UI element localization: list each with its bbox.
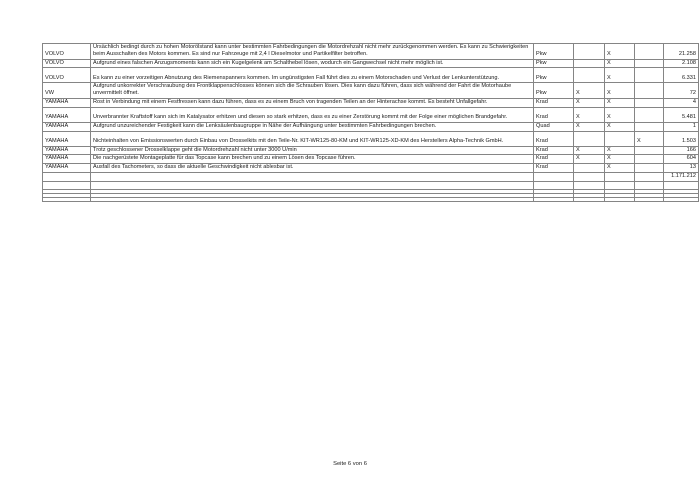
cell-vehicle-type: Krad (534, 131, 574, 146)
cell-mark-1 (574, 59, 605, 68)
cell-mark-2 (605, 131, 635, 146)
recall-row (43, 131, 699, 146)
cell-description: Nichteinhalten von Emissionswerten durch Einbau von Drosselkits mit den Teile-Nr. KIT-WR125-80-KM und KIT-WR125-XD-KM des Herstellers Alpha-Technik GmbH. (91, 131, 534, 146)
recall-row (43, 98, 699, 107)
recall-row (43, 83, 699, 99)
cell-manufacturer: YAMAHA (43, 122, 91, 131)
cell-manufacturer: VOLVO (43, 59, 91, 68)
recall-row (43, 68, 699, 83)
cell-count (664, 181, 699, 189)
cell-vehicle-type: Krad (534, 146, 574, 155)
cell-description: Rost in Verbindung mit einem Festfressen kann dazu führen, dass es zu einem Bruch von tragenden Teilen an der Hinterachse kommt. Es besteht Unfallgefahr. (91, 98, 534, 107)
cell-mark-3 (635, 155, 664, 164)
recall-row (43, 164, 699, 173)
cell-mark-3 (635, 181, 664, 189)
cell-manufacturer (43, 172, 91, 181)
cell-mark-2: X (605, 44, 635, 60)
cell-vehicle-type: Krad (534, 98, 574, 107)
cell-manufacturer (43, 194, 91, 202)
cell-mark-3 (635, 44, 664, 60)
cell-mark-2: X (605, 98, 635, 107)
recall-row (43, 44, 699, 60)
detached-empty-table (42, 193, 699, 202)
recall-row (43, 107, 699, 122)
cell-count: 604 (664, 155, 699, 164)
cell-vehicle-type: Pkw (534, 83, 574, 99)
cell-mark-1: X (574, 122, 605, 131)
cell-count: 166 (664, 146, 699, 155)
recall-table (42, 43, 699, 198)
cell-count: 21.258 (664, 44, 699, 60)
cell-mark-2: X (605, 68, 635, 83)
cell-manufacturer: YAMAHA (43, 131, 91, 146)
cell-count (664, 194, 699, 202)
cell-vehicle-type: Quad (534, 122, 574, 131)
cell-mark-3 (635, 172, 664, 181)
cell-description: Ausfall des Tachometers, so dass die aktuelle Geschwindigkeit nicht ablesbar ist. (91, 164, 534, 173)
detached-empty-row (43, 194, 699, 202)
cell-mark-1 (574, 68, 605, 83)
page-number-footer: Seite 6 von 6 (333, 461, 367, 467)
cell-manufacturer: YAMAHA (43, 107, 91, 122)
cell-mark-1 (574, 194, 605, 202)
cell-description (91, 172, 534, 181)
cell-mark-2: X (605, 122, 635, 131)
cell-mark-2: X (605, 59, 635, 68)
cell-mark-1: X (574, 107, 605, 122)
cell-mark-3 (635, 98, 664, 107)
cell-description: Es kann zu einer vorzeitigen Abnutzung des Riemenspanners kommen. Im ungünstigsten Fall führt dies zu einem Motorschaden und Verlust der Lenkunterstützung. (91, 68, 534, 83)
cell-manufacturer (43, 181, 91, 189)
cell-mark-1: X (574, 98, 605, 107)
empty-row (43, 181, 699, 189)
recall-row (43, 155, 699, 164)
cell-mark-3 (635, 194, 664, 202)
cell-vehicle-type: Pkw (534, 68, 574, 83)
cell-vehicle-type (534, 181, 574, 189)
cell-mark-1: X (574, 146, 605, 155)
cell-vehicle-type: Pkw (534, 59, 574, 68)
cell-mark-2 (605, 194, 635, 202)
cell-count: 6.331 (664, 68, 699, 83)
cell-mark-1 (574, 172, 605, 181)
cell-mark-2: X (605, 164, 635, 173)
cell-mark-1 (574, 164, 605, 173)
cell-mark-1 (574, 44, 605, 60)
cell-count: 72 (664, 83, 699, 99)
cell-vehicle-type: Krad (534, 164, 574, 173)
cell-description: Unverbrannter Kraftstoff kann sich im Katalysator erhitzen und diesen so stark erhitzen, dass es zu einer Zerstörung kommt mit der Folge einer möglichen Brandgefahr. (91, 107, 534, 122)
cell-manufacturer: YAMAHA (43, 146, 91, 155)
cell-mark-3 (635, 122, 664, 131)
cell-mark-2 (605, 181, 635, 189)
cell-mark-2: X (605, 155, 635, 164)
cell-count: 5.481 (664, 107, 699, 122)
cell-count: 2.108 (664, 59, 699, 68)
cell-mark-2: X (605, 146, 635, 155)
cell-count: 13 (664, 164, 699, 173)
recall-table-body (43, 44, 699, 198)
total-row (43, 172, 699, 181)
cell-mark-1 (574, 131, 605, 146)
cell-description: Aufgrund unzureichender Festigkeit kann die Lenksäulenbaugruppe in Nähe der Aufhängung unter bestimmten Fahrbedingungen brechen. (91, 122, 534, 131)
cell-mark-3 (635, 83, 664, 99)
cell-description: Die nachgerüstete Montageplatte für das Topcase kann brechen und zu einem Lösen des Topcase führen. (91, 155, 534, 164)
cell-mark-3: X (635, 131, 664, 146)
cell-description: Trotz geschlossener Drosselklappe geht die Motordrehzahl nicht unter 3000 U/min (91, 146, 534, 155)
cell-vehicle-type: Krad (534, 107, 574, 122)
cell-mark-2: X (605, 83, 635, 99)
cell-description: Aufgrund unkorrekter Verschraubung des Frontklappenschlosses können sich die Schrauben lösen. Dies kann dazu führen, dass sich während der Fahrt die Motorhaube unvermittelt öffnet. (91, 83, 534, 99)
recall-row (43, 146, 699, 155)
cell-manufacturer: YAMAHA (43, 155, 91, 164)
cell-vehicle-type (534, 172, 574, 181)
cell-count: 1 (664, 122, 699, 131)
recall-row (43, 59, 699, 68)
cell-manufacturer: VW (43, 83, 91, 99)
cell-vehicle-type (534, 194, 574, 202)
cell-description: Ursächlich bedingt durch zu hohen Motorölstand kann unter bestimmten Fahrbedingungen die Motordrehzahl nicht mehr zurückgenommen werden. Es kann zu Schwierigkeiten beim Ausschalten des Motors kommen. Es sind nur Fahrzeuge mit 2,4 l Dieselmotor und Partikelfilter betroffen. (91, 44, 534, 60)
cell-mark-3 (635, 164, 664, 173)
cell-mark-3 (635, 59, 664, 68)
cell-description (91, 194, 534, 202)
cell-manufacturer: YAMAHA (43, 98, 91, 107)
cell-description (91, 181, 534, 189)
cell-mark-2: X (605, 107, 635, 122)
cell-manufacturer: VOLVO (43, 44, 91, 60)
cell-mark-1: X (574, 155, 605, 164)
cell-manufacturer: VOLVO (43, 68, 91, 83)
cell-description: Aufgrund eines falschen Anzugsmoments kann sich ein Kugelgelenk am Schalthebel lösen, wodurch ein Gangwechsel nicht mehr möglich ist. (91, 59, 534, 68)
cell-count: 1.171.212 (664, 172, 699, 181)
cell-mark-3 (635, 146, 664, 155)
cell-count: 4 (664, 98, 699, 107)
cell-mark-3 (635, 68, 664, 83)
cell-mark-2 (605, 172, 635, 181)
cell-mark-3 (635, 107, 664, 122)
cell-manufacturer: YAMAHA (43, 164, 91, 173)
cell-mark-1 (574, 181, 605, 189)
cell-vehicle-type: Krad (534, 155, 574, 164)
cell-vehicle-type: Pkw (534, 44, 574, 60)
cell-mark-1: X (574, 83, 605, 99)
cell-count: 1.503 (664, 131, 699, 146)
recall-row (43, 122, 699, 131)
